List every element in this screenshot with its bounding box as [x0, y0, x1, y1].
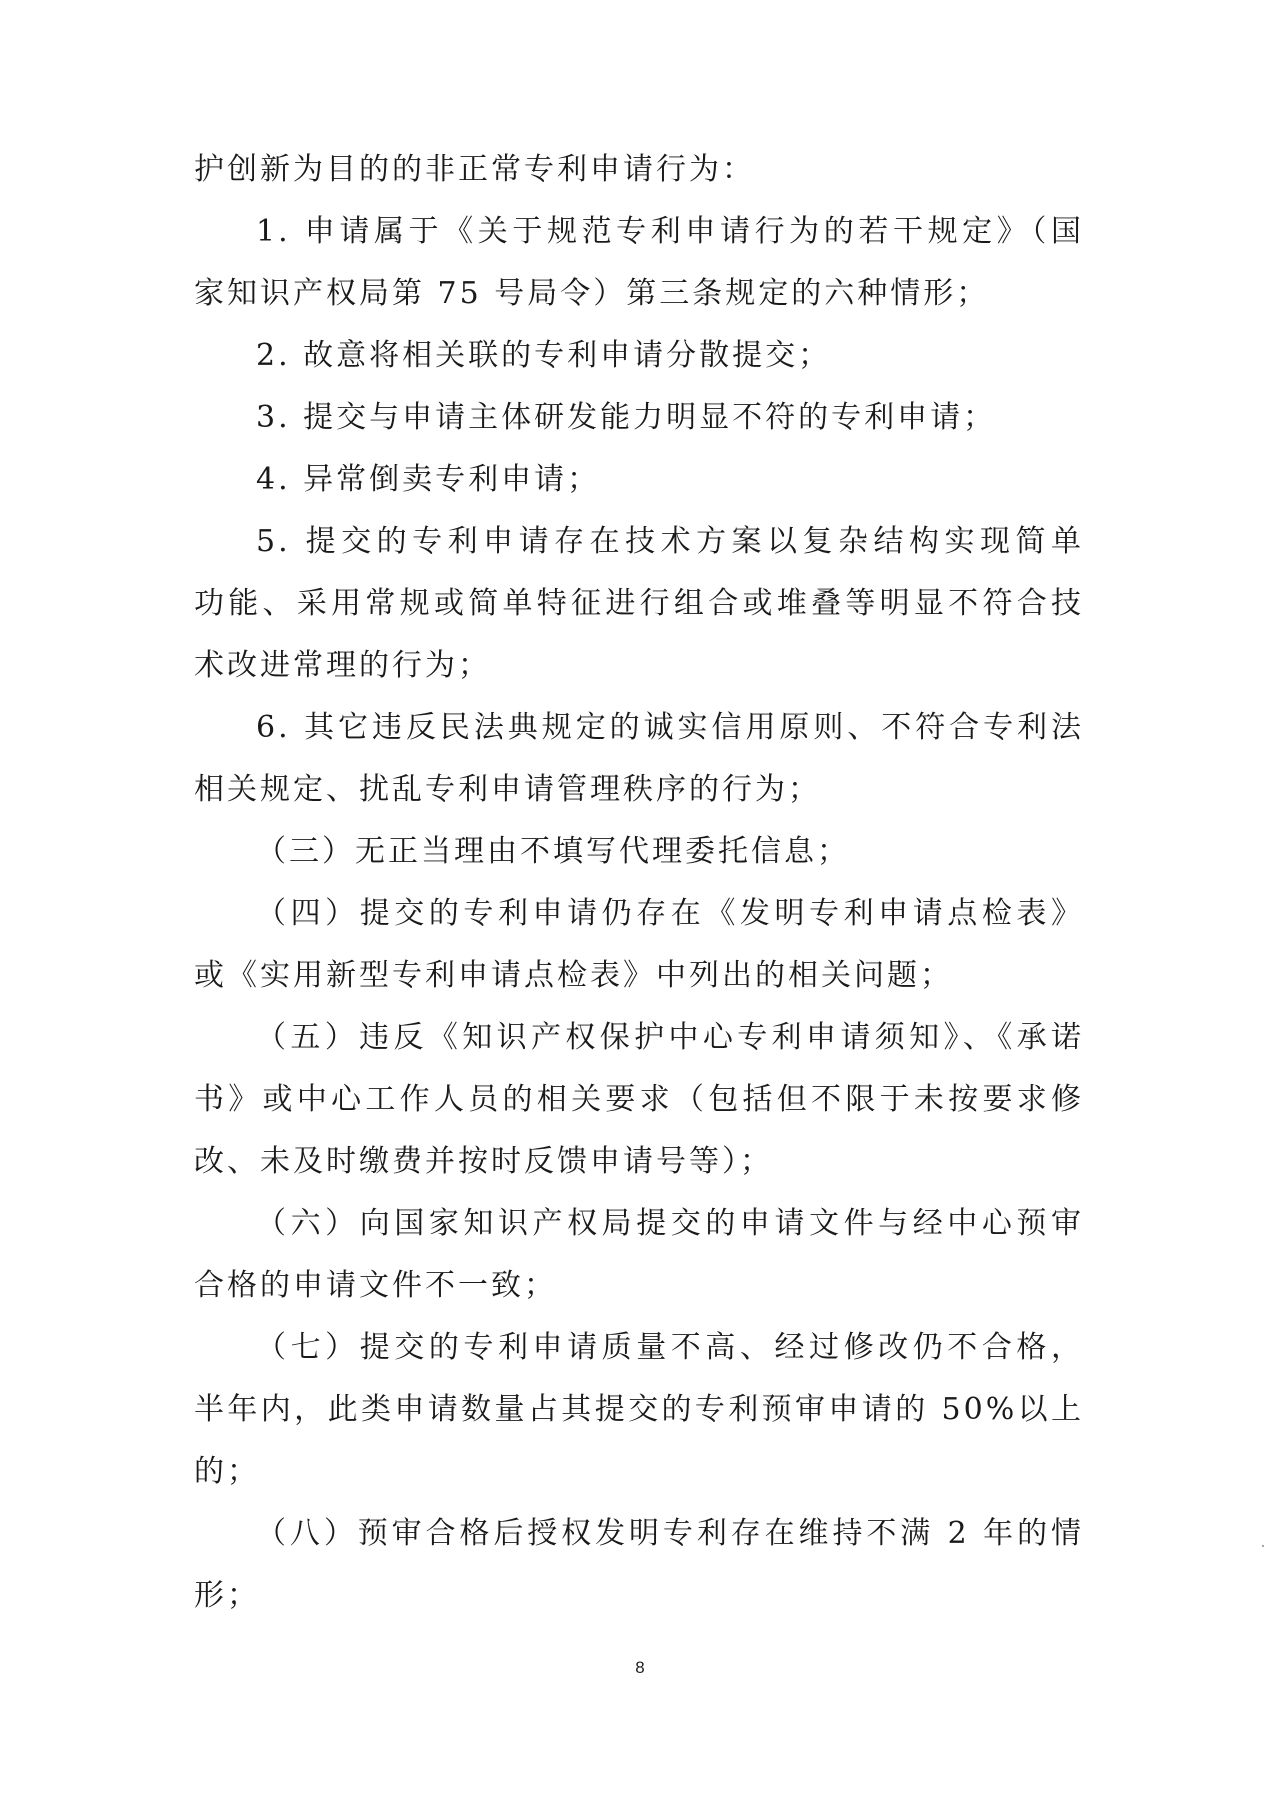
text-line: 半年内，此类申请数量占其提交的专利预审申请的 50%以上 — [194, 1392, 1084, 1427]
text-line: 合格的申请文件不一致； — [194, 1268, 557, 1303]
text-line: （三）无正当理由不填写代理委托信息； — [256, 834, 850, 869]
text-line: 护创新为目的的非正常专利申请行为： — [194, 152, 755, 187]
text-line: 功能、采用常规或简单特征进行组合或堆叠等明显不符合技 — [194, 586, 1084, 621]
scan-speck — [1262, 1545, 1264, 1547]
text-line: 6. 其它违反民法典规定的诚实信用原则、不符合专利法 — [256, 710, 1084, 745]
text-line: （七）提交的专利申请质量不高、经过修改仍不合格， — [256, 1330, 1084, 1365]
text-line: 4. 异常倒卖专利申请； — [256, 462, 601, 497]
text-line: 3. 提交与申请主体研发能力明显不符的专利申请； — [256, 400, 997, 435]
text-line: 1. 申请属于《关于规范专利申请行为的若干规定》（国 — [256, 214, 1084, 249]
text-line: （四）提交的专利申请仍存在《发明专利申请点检表》 — [256, 896, 1084, 931]
text-line: 形； — [194, 1578, 260, 1613]
text-line: 术改进常理的行为； — [194, 648, 491, 683]
text-line: 改、未及时缴费并按时反馈申请号等）； — [194, 1144, 773, 1179]
text-line: 2. 故意将相关联的专利申请分散提交； — [256, 338, 832, 373]
text-line: （六）向国家知识产权局提交的申请文件与经中心预审 — [256, 1206, 1084, 1241]
page-number: 8 — [635, 1658, 645, 1677]
text-line: 5. 提交的专利申请存在技术方案以复杂结构实现简单 — [256, 524, 1084, 559]
text-line: 书》或中心工作人员的相关要求（包括但不限于未按要求修 — [194, 1082, 1084, 1117]
text-line: 或《实用新型专利申请点检表》中列出的相关问题； — [194, 958, 953, 993]
text-line: 家知识产权局第 75 号局令）第三条规定的六种情形； — [194, 276, 990, 311]
text-line: （八）预审合格后授权发明专利存在维持不满 2 年的情 — [256, 1516, 1084, 1551]
document-body — [194, 139, 1084, 1627]
text-line: 相关规定、扰乱专利申请管理秩序的行为； — [194, 772, 821, 807]
text-line: （五）违反《知识产权保护中心专利申请须知》、《承诺 — [256, 1020, 1084, 1055]
text-line: 的； — [194, 1454, 260, 1489]
